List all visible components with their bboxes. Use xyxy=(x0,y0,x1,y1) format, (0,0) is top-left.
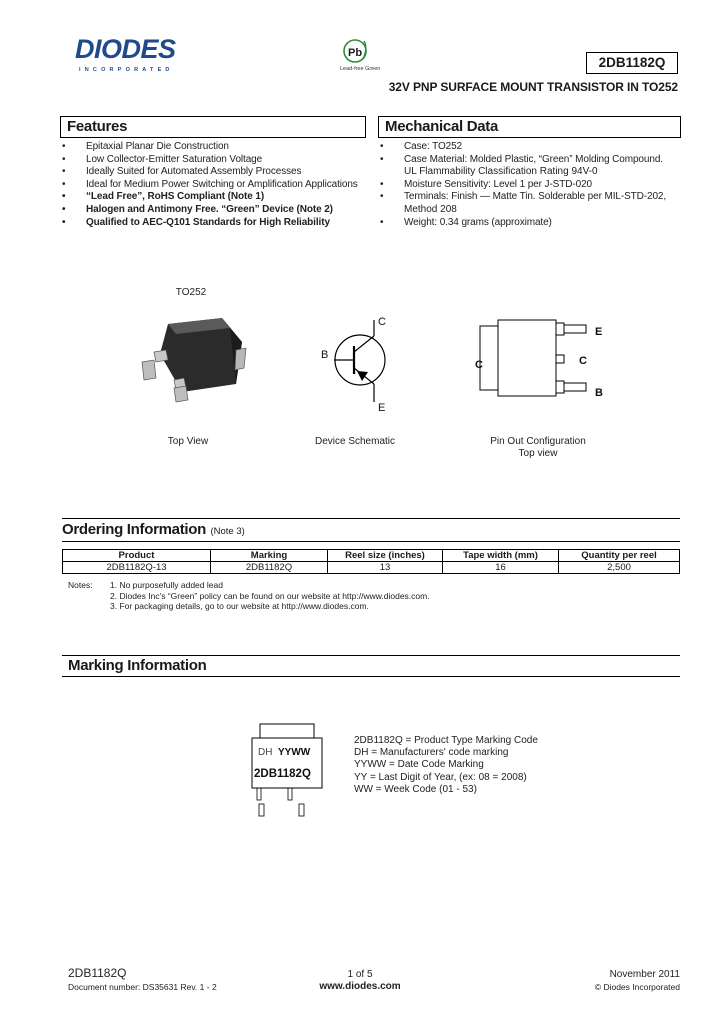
company-logo-subtitle: INCORPORATED xyxy=(79,67,174,73)
pb-symbol: Pb xyxy=(348,47,363,59)
features-heading: Features xyxy=(60,116,366,138)
pin-c-label: C xyxy=(378,316,386,328)
table-cell: 2DB1182Q-13 xyxy=(63,562,211,574)
mechanical-item-cont: UL Flammability Classification Rating 94V-0 xyxy=(404,166,598,178)
feature-item: • Low Collector-Emitter Saturation Voltage xyxy=(60,154,370,167)
note-item: 3. For packaging details, go to our website at http://www.diodes.com. xyxy=(110,601,369,611)
ordering-note-ref: (Note 3) xyxy=(210,526,245,537)
mechanical-item: • Weight: 0.34 grams (approximate) xyxy=(378,217,688,230)
mechanical-item: • Case Material: Molded Plastic, “Green” Molding Compound. xyxy=(378,154,688,167)
column-header: Tape width (mm) xyxy=(443,550,559,562)
pinout-c-left-label: C xyxy=(475,359,483,371)
top-view-caption: Top View xyxy=(167,436,209,447)
legend-item: WW = Week Code (01 - 53) xyxy=(354,783,477,795)
lead-free-green-label: Lead-free Green xyxy=(340,66,381,72)
footer-page-number: 1 of 5 xyxy=(347,969,373,980)
ordering-table xyxy=(62,549,680,574)
footer-doc-number: Document number: DS35631 Rev. 1 - 2 xyxy=(68,982,217,992)
pinout-c-label: C xyxy=(579,355,587,367)
marking-heading: Marking Information xyxy=(68,657,207,674)
pin-e-label: E xyxy=(378,402,386,414)
feature-item: • “Lead Free”, RoHS Compliant (Note 1) xyxy=(60,191,370,204)
feature-item: • Epitaxial Planar Die Construction xyxy=(60,141,370,154)
footer-date: November 2011 xyxy=(609,969,680,980)
feature-item: • Qualified to AEC-Q101 Standards for High Reliability xyxy=(60,217,370,230)
mechanical-item-cont: Method 208 xyxy=(404,203,457,215)
mechanical-heading: Mechanical Data xyxy=(378,116,681,138)
table-header-row xyxy=(63,550,680,562)
package-label: TO252 xyxy=(175,287,207,298)
ordering-heading-text: Ordering Information xyxy=(62,521,207,538)
feature-item: • Halogen and Antimony Free. “Green” Device (Note 2) xyxy=(60,204,370,217)
pinout-caption-sub: Top view xyxy=(518,448,558,459)
column-header: Quantity per reel xyxy=(559,550,680,562)
mechanical-list xyxy=(378,141,688,229)
feature-item: • Ideally Suited for Automated Assembly Processes xyxy=(60,166,370,179)
chip-date-code: YYWW xyxy=(278,747,311,758)
feature-item: • Ideal for Medium Power Switching or Amplification Applications xyxy=(60,179,370,192)
table-cell: 16 xyxy=(443,562,559,574)
device-schematic xyxy=(316,310,396,415)
note-item: 2. Diodes Inc's “Green” policy can be found on our website at http://www.diodes.com. xyxy=(110,590,430,601)
table-cell: 13 xyxy=(328,562,443,574)
legend-item: YY = Last Digit of Year, (ex: 08 = 2008) xyxy=(354,771,527,783)
ordering-heading xyxy=(62,521,680,542)
marking-heading-bar xyxy=(62,655,680,677)
mechanical-item: • Terminals: Finish — Matte Tin. Solderable per MIL-STD-202, xyxy=(378,191,688,204)
note-item: 1. No purposefully added lead xyxy=(110,580,223,590)
column-header: Marking xyxy=(211,550,328,562)
pinout-caption: Pin Out Configuration xyxy=(490,436,586,447)
features-list xyxy=(60,141,370,229)
notes-list xyxy=(110,580,630,612)
table-row xyxy=(63,562,680,574)
to252-package-image xyxy=(130,308,255,408)
marking-chip-diagram xyxy=(248,720,328,820)
pin-b-label: B xyxy=(321,349,329,361)
column-header: Product xyxy=(63,550,211,562)
lead-free-green-icon xyxy=(338,38,374,68)
chip-logo-mark: DH xyxy=(258,747,273,758)
legend-item: DH = Manufacturers' code marking xyxy=(354,747,509,759)
mechanical-item: • Moisture Sensitivity: Level 1 per J-STD-020 xyxy=(378,179,688,192)
ordering-top-rule xyxy=(62,518,680,519)
table-cell: 2,500 xyxy=(559,562,680,574)
notes-label: Notes: xyxy=(68,580,93,590)
legend-item: 2DB1182Q = Product Type Marking Code xyxy=(354,735,538,746)
column-header: Reel size (inches) xyxy=(328,550,443,562)
schematic-caption: Device Schematic xyxy=(314,436,396,447)
chip-part-marking: 2DB1182Q xyxy=(254,768,311,780)
pinout-diagram xyxy=(470,312,610,407)
marking-legend xyxy=(354,735,538,796)
part-number-box: 2DB1182Q xyxy=(586,52,678,74)
pinout-e-label: E xyxy=(595,326,603,338)
mechanical-item: • Case: TO252 xyxy=(378,141,688,154)
footer-website-link[interactable]: www.diodes.com xyxy=(319,981,401,992)
company-logo: DIODES xyxy=(75,34,176,64)
document-title: 32V PNP SURFACE MOUNT TRANSISTOR IN TO252 xyxy=(388,80,678,94)
legend-item: YYWW = Date Code Marking xyxy=(354,759,484,771)
pinout-b-label: B xyxy=(595,387,603,399)
footer-copyright: © Diodes Incorporated xyxy=(594,982,680,992)
footer-part-number: 2DB1182Q xyxy=(68,966,127,980)
table-cell: 2DB1182Q xyxy=(211,562,328,574)
